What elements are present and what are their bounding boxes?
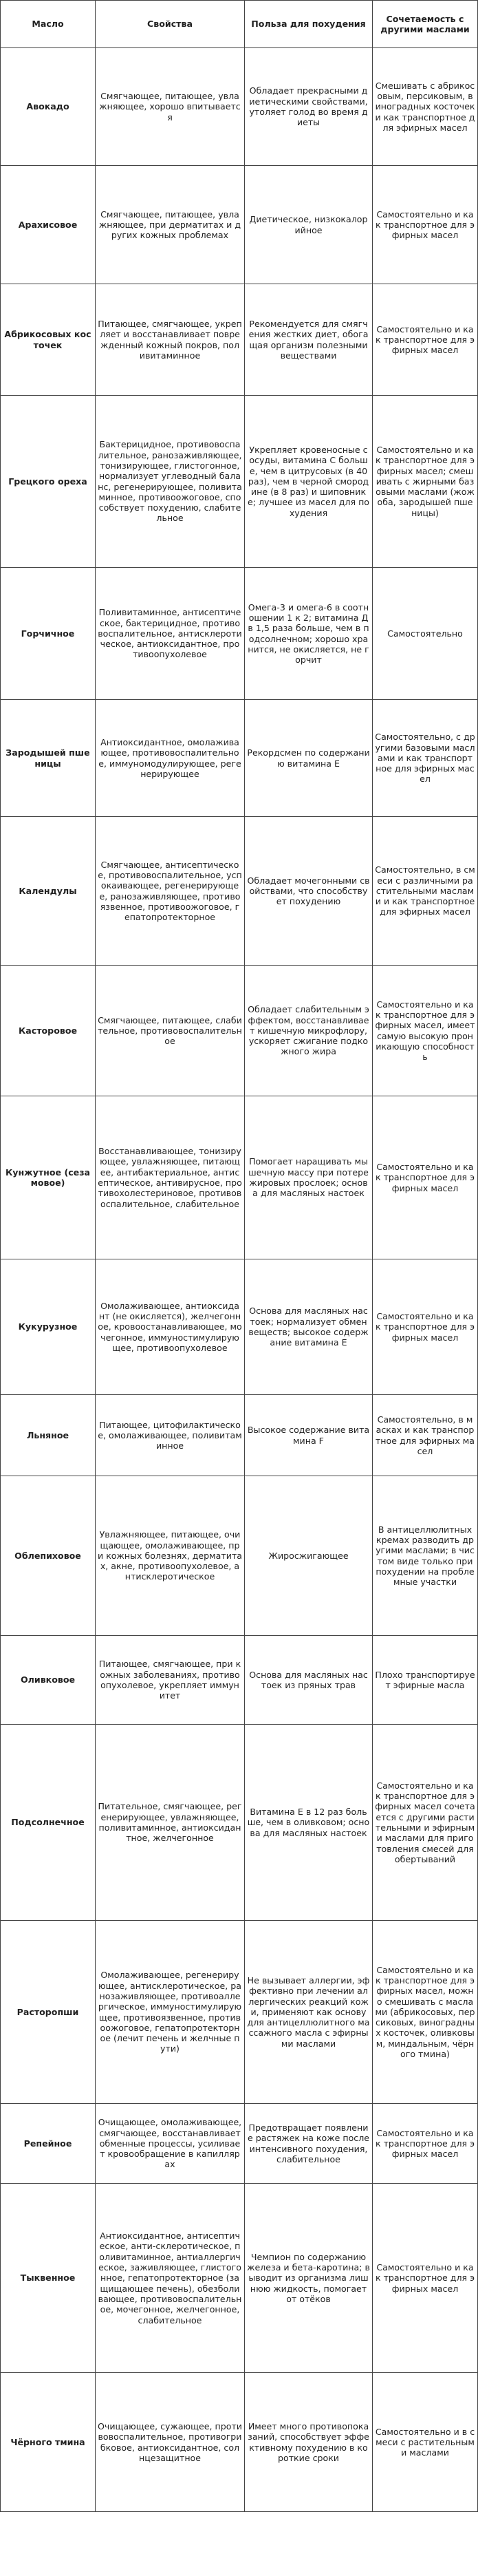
compatibility-cell: [373, 1636, 478, 1725]
oil-name: [1, 166, 96, 284]
properties-cell-text: Смягчающее, питающее, слабительное, противовоспалительное: [98, 1014, 242, 1047]
compatibility-cell: [373, 1725, 478, 1921]
table-row: [1, 2184, 478, 2373]
oil-name: [1, 2184, 96, 2373]
benefit-cell-text: Витамина Е в 12 раз больше, чем в оливковом; основа для масляных настоек: [247, 1807, 370, 1838]
table-row: [1, 1259, 478, 1395]
benefit-cell: [245, 166, 373, 284]
benefit-cell: [245, 396, 373, 568]
benefit-cell: [245, 284, 373, 396]
table-row: [1, 568, 478, 700]
benefit-cell-text: Жиросжигающее: [268, 1550, 349, 1561]
benefit-cell: [245, 817, 373, 966]
properties-cell-text: Питающее, смягчающее, при кожных заболеваниях, противоопухолевое, укрепляет иммунитет: [98, 1659, 241, 1701]
properties-cell-text: Очищающее, сужающее, противовоспалительное, противогрибковое, антиоксидантное, солнцезащитное: [98, 2420, 242, 2463]
compatibility-cell: [373, 1921, 478, 2104]
oil-name: [1, 396, 96, 568]
properties-cell: [96, 166, 245, 284]
properties-cell-text: Восстанавливающее, тонизирующее, увлажняющее, питающее, антибактериальное, антисептическое, антивирусное, противохолестериновое, противовоспалительное, слабительное: [98, 1146, 242, 1209]
properties-cell-text: Питательное, смягчающее, регенерирующее, увлажняющее, поливитаминное, антиоксидантное, желчегонное: [98, 1801, 242, 1844]
table-row: [1, 166, 478, 284]
oil-name-text: Подсолнечное: [11, 1817, 85, 1828]
properties-cell-text: Питающее, цитофилактическое, омолаживающее, поливитаминное: [98, 1419, 242, 1451]
oil-name: [1, 2104, 96, 2184]
oil-name: [1, 1921, 96, 2104]
properties-cell: [96, 1096, 245, 1259]
benefit-cell: [245, 2184, 373, 2373]
oil-name-text: Абрикосовых косточек: [4, 329, 91, 350]
benefit-cell-text: Предотвращает появление растяжек на коже после интенсивного похудения, слабительное: [247, 2122, 370, 2164]
benefit-cell-text: Рекомендуется для смягчения жестких диет, обогащая организм полезными веществами: [248, 318, 369, 361]
oil-name-text: Горчичное: [21, 628, 75, 639]
benefit-cell-text: Основа для масляных настоек; нормализует обмен веществ; высокое содержание витамина Е: [248, 1306, 369, 1348]
compatibility-cell: [373, 1395, 478, 1476]
benefit-cell-text: Обладает мочегонными свойствами, что способствует похудению: [247, 875, 370, 907]
compatibility-cell: [373, 284, 478, 396]
oil-name-text: Кунжутное (сезамовое): [5, 1167, 91, 1188]
properties-cell: [96, 700, 245, 817]
properties-cell: [96, 568, 245, 700]
benefit-cell-text: Имеет много противопоказаний, способствует эффективному похудению в короткие сроки: [248, 2420, 369, 2463]
table-row: [1, 48, 478, 166]
oil-name-text: Календулы: [19, 885, 77, 896]
oil-name: [1, 1636, 96, 1725]
compatibility-cell-text: Смешивать с абрикосовым, персиковым, виноградных косточек и как транспортное для эфирных масел: [375, 80, 475, 133]
properties-cell: [96, 48, 245, 166]
properties-cell-text: Омолаживающее, антиоксидант (не окисляется), желчегонное, кровоостанавливающее, мочегонное, иммуностимулирующее, противоопухолевое: [98, 1300, 242, 1353]
compatibility-cell-text: Самостоятельно, в масках и как транспортное для эфирных масел: [375, 1414, 475, 1456]
table-row: [1, 966, 478, 1096]
oil-name: [1, 817, 96, 966]
properties-cell: [96, 284, 245, 396]
properties-cell: [96, 1259, 245, 1395]
properties-cell-text: Смягчающее, антисептическое, противовоспалительное, успокаивающее, регенерирующее, ранозаживляющее, противоязвенное, противоожоговое, гепатопротекторное: [98, 859, 242, 923]
compatibility-cell-text: В антицеллюлитных кремах разводить другими маслами; в чистом виде только при похудении на проблемные участки: [376, 1524, 475, 1588]
compatibility-cell: [373, 568, 478, 700]
oil-name-text: Арахисовое: [18, 219, 78, 230]
benefit-cell: [245, 1725, 373, 1921]
properties-cell-text: Бактерицидное, противовоспалительное, ранозаживляющее, тонизирующее, глистогонное, нормализует углеводный баланс, регенерирующее, поливитаминное, противоожоговое, способствует похудению, слабительное: [98, 439, 242, 524]
oil-name: [1, 700, 96, 817]
compatibility-cell-text: Самостоятельно и как транспортное для эфирных масел: [375, 2262, 475, 2294]
properties-cell: [96, 1395, 245, 1476]
compatibility-cell-text: Самостоятельно и как транспортное для эфирных масел, можно смешивать с маслами (абрикосовых, персиковых, виноградных косточек, оливковым, миндальным, чёрного тмина): [375, 1964, 475, 2060]
oil-name-text: Репейное: [23, 2138, 72, 2149]
compatibility-cell: [373, 817, 478, 966]
oil-name-text: Авокадо: [26, 101, 69, 112]
benefit-cell-text: Помогает наращивать мышечную массу при потере жировых прослоек; основа для масляных настоек: [248, 1156, 369, 1199]
benefit-cell-text: Диетическое, низкокалорийное: [249, 214, 368, 235]
table-row: [1, 1395, 478, 1476]
header-row: [1, 1, 478, 48]
properties-cell-text: Очищающее, омолаживающее, смягчающее, восстанавливает обменные процессы, усиливает кровообращение в капиллярах: [98, 2117, 242, 2170]
compatibility-cell: [373, 2373, 478, 2512]
compatibility-cell-text: Самостоятельно и в смеси с растительными маслами: [375, 2426, 475, 2458]
benefit-cell: [245, 1636, 373, 1725]
oil-name: [1, 1096, 96, 1259]
benefit-cell: [245, 568, 373, 700]
benefit-cell: [245, 48, 373, 166]
properties-cell-text: Поливитаминное, антисептическое, бактерицидное, противовоспалительное, антисклеротическое, антиоксидантное, противоопухолевое: [98, 607, 242, 660]
properties-cell: [96, 2373, 245, 2512]
compatibility-cell: [373, 2104, 478, 2184]
table-row: [1, 284, 478, 396]
compatibility-cell: [373, 966, 478, 1096]
table-row: [1, 1096, 478, 1259]
compatibility-cell-text: Самостоятельно, в смеси с различными растительными маслами и как транспортное для эфирных масел: [375, 864, 475, 917]
compatibility-cell-text: Самостоятельно и как транспортное для эфирных масел сочетается с другими растительными и эфирными маслами для приготовления смесей для обертываний: [375, 1780, 475, 1864]
properties-cell: [96, 2184, 245, 2373]
compatibility-cell: [373, 166, 478, 284]
properties-cell: [96, 396, 245, 568]
oil-name: [1, 1725, 96, 1921]
benefit-cell-text: Не вызывает аллергии, эффективно при лечении аллергических реакций кожи, применяют как основу для антицеллюлитного массажного масла с эфирными маслами: [247, 1974, 370, 2049]
table-row: [1, 1725, 478, 1921]
compatibility-cell-text: Самостоятельно и как транспортное для эфирных масел: [375, 209, 475, 241]
compatibility-cell-text: Плохо транспортирует эфирные масла: [375, 1669, 475, 1690]
properties-cell: [96, 2104, 245, 2184]
table-row: [1, 1921, 478, 2104]
header-oil: Масло: [1, 1, 96, 48]
benefit-cell-text: Омега-3 и омега-6 в соотношении 1 к 2; витамина Д в 1,5 раза больше, чем в подсолнечном; хорошо хранится, не окисляется, не горчит: [248, 602, 369, 666]
oil-name-text: Касторовое: [18, 1025, 78, 1036]
table-row: [1, 2373, 478, 2512]
oil-name-text: Облепиховое: [14, 1550, 81, 1561]
compatibility-cell-text: Самостоятельно, с другими базовыми маслами и как транспортное для эфирных масел: [375, 732, 475, 785]
oil-name-text: Кукурузное: [18, 1321, 78, 1332]
table-row: [1, 700, 478, 817]
table-row: [1, 817, 478, 966]
compatibility-cell: [373, 1096, 478, 1259]
compatibility-cell: [373, 396, 478, 568]
oil-name: [1, 48, 96, 166]
oil-name: [1, 1476, 96, 1636]
oil-name: [1, 1395, 96, 1476]
benefit-cell-text: Чемпион по содержанию железа и бета-каротина; выводит из организма лишнюю жидкость, помогает от отёков: [247, 2251, 370, 2304]
benefit-cell: [245, 700, 373, 817]
benefit-cell-text: Обладает прекрасными диетическими свойствами, утоляет голод во время диеты: [249, 85, 368, 128]
benefit-cell: [245, 1259, 373, 1395]
oil-name-text: Тыквенное: [20, 2272, 76, 2284]
table-row: [1, 2104, 478, 2184]
compatibility-cell-text: Самостоятельно и как транспортное для эфирных масел: [375, 323, 475, 356]
table-row: [1, 396, 478, 568]
benefit-cell-text: Высокое содержание витамина F: [247, 1425, 370, 1446]
header-compatibility: Сочетаемость с другими маслами: [373, 1, 478, 48]
benefit-cell: [245, 1096, 373, 1259]
oil-name-text: Грецкого ореха: [8, 476, 87, 487]
properties-cell-text: Смягчающее, питающее, увлажняющее, при дерматитах и других кожных проблемах: [98, 209, 241, 241]
compatibility-cell: [373, 2184, 478, 2373]
oil-name: [1, 1259, 96, 1395]
benefit-cell: [245, 2373, 373, 2512]
compatibility-cell-text: Самостоятельно: [387, 628, 463, 639]
benefit-cell: [245, 1395, 373, 1476]
properties-cell: [96, 1636, 245, 1725]
oil-name-text: Зародышей пшеницы: [6, 747, 90, 769]
benefit-cell: [245, 966, 373, 1096]
benefit-cell: [245, 1921, 373, 2104]
compatibility-cell-text: Самостоятельно и как транспортное для эфирных масел: [375, 1311, 475, 1343]
properties-cell: [96, 817, 245, 966]
oil-name: [1, 966, 96, 1096]
properties-cell-text: Смягчающее, питающее, увлажняющее, хорошо впитывается: [99, 91, 241, 123]
compatibility-cell-text: Самостоятельно и как транспортное для эфирных масел: [375, 2127, 475, 2160]
compatibility-cell: [373, 1476, 478, 1636]
benefit-cell-text: Укрепляет кровеносные сосуды, витамина С больше, чем в цитрусовых (в 40 раз), чем в черной смородине (в 8 раз) и шиповнике; лучшее из масел для похудения: [247, 444, 370, 518]
table-row: [1, 1636, 478, 1725]
compatibility-cell-text: Самостоятельно и как транспортное для эфирных масел, имеет самую высокую проникающую способность: [375, 999, 475, 1063]
properties-cell: [96, 1725, 245, 1921]
benefit-cell: [245, 2104, 373, 2184]
benefit-cell-text: Основа для масляных настоек из пряных трав: [249, 1669, 368, 1690]
oil-name: [1, 568, 96, 700]
oil-name-text: Оливковое: [20, 1674, 76, 1685]
oil-name-text: Льняное: [26, 1429, 69, 1440]
compatibility-cell-text: Самостоятельно и как транспортное для эфирных масел: [375, 1162, 475, 1193]
properties-cell-text: Антиоксидантное, омолаживающее, противовоспалительное, иммуномодулирующее, регенерирующее: [98, 736, 241, 779]
table-row: [1, 1476, 478, 1636]
compatibility-cell: [373, 48, 478, 166]
oil-name: [1, 284, 96, 396]
compatibility-cell-text: Самостоятельно и как транспортное для эфирных масел; смешивать с жирными базовыми маслами (жожоба, зародышей пшеницы): [375, 444, 475, 518]
benefit-cell-text: Рекордсмен по содержанию витамина Е: [247, 747, 370, 769]
properties-cell-text: Антиоксидантное, антисептическое, анти-склеротическое, поливитаминное, антиаллергическое, заживляющее, глистогонное, гепатопротекторное (защищающее печень), обезболивающее, противовоспалительное, мочегонное, желчегонное, слабительное: [98, 2231, 242, 2325]
benefit-cell: [245, 1476, 373, 1636]
properties-cell-text: Увлажняющее, питающее, очищающее, омолаживающее, при кожных болезнях, дерматитах, акне, противоопухолевое, антисклеротическое: [98, 1529, 242, 1582]
oil-name-text: Чёрного тмина: [10, 2436, 85, 2447]
compatibility-cell: [373, 700, 478, 817]
properties-cell-text: Омолаживающее, регенерирующее, антисклеротическое, ранозаживляющее, противоаллергическое, иммуностимулирующее, противоязвенное, противоожоговое, гепатопротекторное (лечит печень и желчные пути): [98, 1970, 242, 2054]
compatibility-cell: [373, 1259, 478, 1395]
properties-cell: [96, 1921, 245, 2104]
header-properties: Свойства: [96, 1, 245, 48]
table-body: [1, 48, 478, 2512]
oil-name: [1, 2373, 96, 2512]
properties-cell: [96, 966, 245, 1096]
properties-cell: [96, 1476, 245, 1636]
oil-name-text: Расторопши: [17, 2006, 79, 2017]
properties-cell-text: Питающее, смягчающее, укрепляет и восстанавливает поврежденный кожный покров, поливитаминное: [98, 318, 242, 361]
benefit-cell-text: Обладает слабительным эффектом, восстанавливает кишечную микрофлору, ускоряет сжигание подкожного жира: [248, 1004, 369, 1057]
header-benefit: Польза для похудения: [245, 1, 373, 48]
